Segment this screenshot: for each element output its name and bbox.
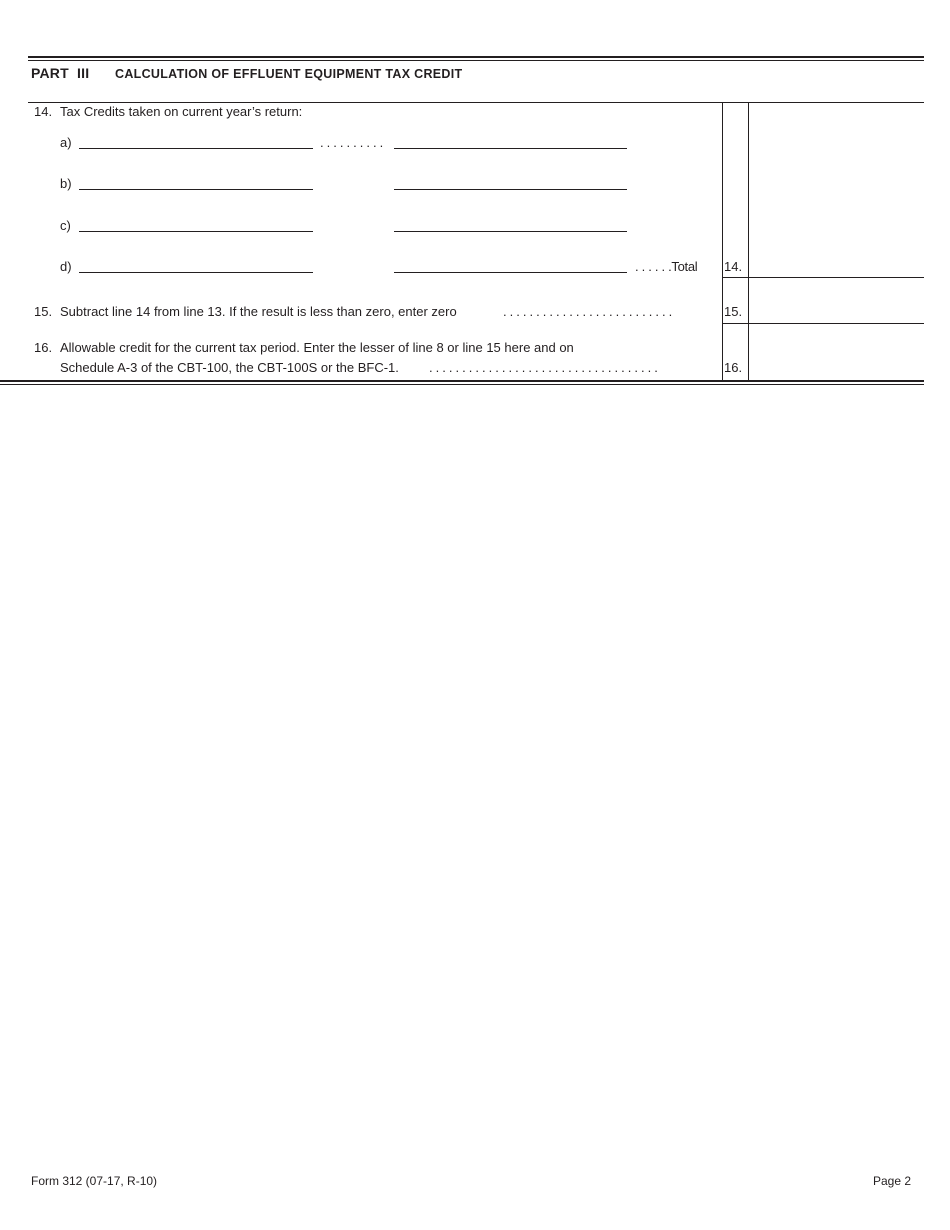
top-rule-thin xyxy=(28,60,924,61)
line-14a-left-blank[interactable] xyxy=(79,148,313,149)
line-14a-leader: . . . . . . . . . . xyxy=(320,135,383,150)
page-number: Page 2 xyxy=(873,1174,912,1188)
form-id: Form 312 (07-17, R-10) xyxy=(31,1174,158,1188)
line-14d-left-blank[interactable] xyxy=(79,272,313,273)
line-14a-letter: a) xyxy=(60,135,72,150)
line-14c-right-blank[interactable] xyxy=(394,231,627,232)
line-15-leader: . . . . . . . . . . . . . . . . . . . . . . . . . . xyxy=(503,304,672,319)
line-14b-left-blank[interactable] xyxy=(79,189,313,190)
line-15-text: Subtract line 14 from line 13. If the result is less than zero, enter zero xyxy=(60,304,457,319)
line-16-number: 16. xyxy=(34,340,53,355)
line-14b-letter: b) xyxy=(60,176,72,191)
line-16-text-1: Allowable credit for the current tax period. Enter the lesser of line 8 or line 15 here and on xyxy=(60,340,574,355)
line-14d-letter: d) xyxy=(60,259,72,274)
bottom-rule-thin xyxy=(0,384,924,385)
bottom-rule-thick xyxy=(0,380,924,382)
line-15-number: 15. xyxy=(34,304,53,319)
line-16-box-label: 16. xyxy=(724,360,743,375)
part-label: PART III xyxy=(31,65,90,81)
line-14d-right-blank[interactable] xyxy=(394,272,627,273)
box-label-left-border xyxy=(722,102,723,382)
line-14d-total-leader: . . . . . .Total xyxy=(635,259,698,274)
header-bottom-rule xyxy=(28,102,924,103)
line-15-box-label: 15. xyxy=(724,304,743,319)
line-14-number: 14. xyxy=(34,104,53,119)
part-title: CALCULATION OF EFFLUENT EQUIPMENT TAX CREDIT xyxy=(115,67,463,81)
top-rule-thick xyxy=(28,56,924,58)
line-14a-right-blank[interactable] xyxy=(394,148,627,149)
line-16-text-2: Schedule A-3 of the CBT-100, the CBT-100S or the BFC-1. xyxy=(60,360,399,375)
line-14-text: Tax Credits taken on current year’s return: xyxy=(60,104,303,119)
line-14-amount-field[interactable] xyxy=(749,240,924,276)
line-14b-right-blank[interactable] xyxy=(394,189,627,190)
line-14c-letter: c) xyxy=(60,218,71,233)
line-16-amount-field[interactable] xyxy=(749,324,924,379)
line-15-amount-field[interactable] xyxy=(749,278,924,322)
line-16-leader: . . . . . . . . . . . . . . . . . . . . . . . . . . . . . . . . . . . xyxy=(429,360,658,375)
line-14c-left-blank[interactable] xyxy=(79,231,313,232)
line-14-box-label: 14. xyxy=(724,259,743,274)
